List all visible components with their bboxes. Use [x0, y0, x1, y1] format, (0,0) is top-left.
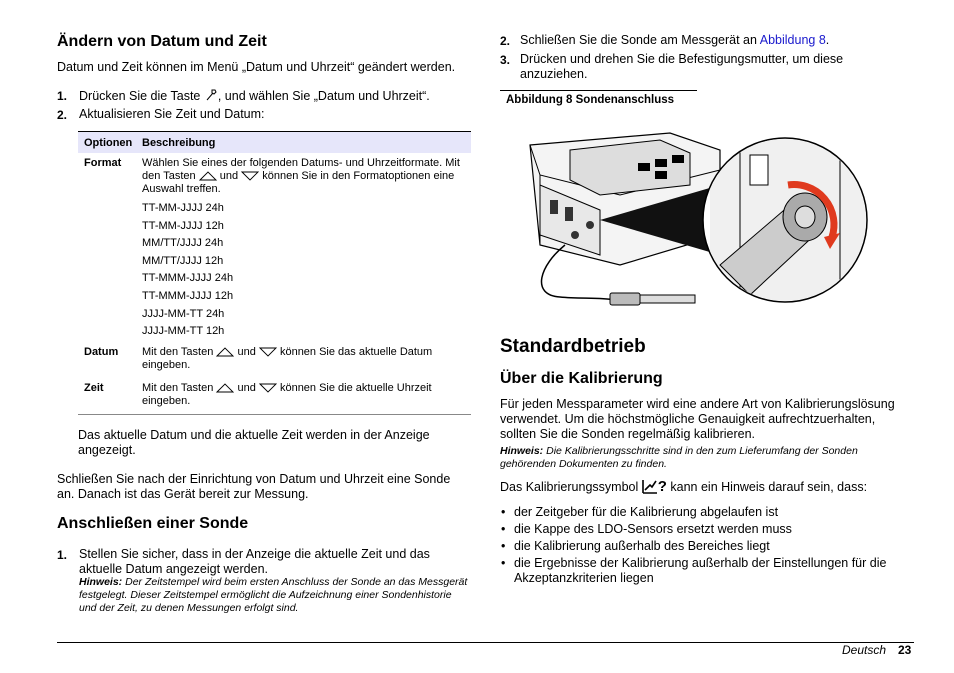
datum-desc-a: Mit den Tasten	[142, 346, 214, 358]
table-top-rule	[78, 131, 471, 132]
format-option: MM/TT/JJJJ 24h	[142, 237, 224, 250]
format-option: MM/TT/JJJJ 12h	[142, 254, 224, 267]
probe-connection-figure	[520, 125, 910, 325]
figure-link[interactable]: Abbildung 8	[759, 33, 826, 47]
section-heading-calibration: Über die Kalibrierung	[500, 370, 663, 387]
down-arrow-icon	[241, 171, 259, 181]
section-heading-standard: Standardbetrieb	[500, 336, 646, 357]
zeit-desc-a: Mit den Tasten	[142, 382, 214, 394]
calibration-icon	[642, 478, 658, 494]
option-datum: Datum	[84, 346, 119, 358]
datum-description	[142, 346, 467, 372]
step-number: 2.	[500, 34, 511, 48]
format-option: TT-MMM-JJJJ 12h	[142, 289, 234, 302]
table-col-description: Beschreibung	[142, 137, 216, 149]
step-2-text: Aktualisieren Sie Zeit und Datum:	[79, 107, 265, 121]
format-description	[142, 157, 467, 196]
calibration-bullet-list	[500, 505, 920, 586]
zeit-desc-b: können Sie die aktuelle Uhrzeit eingeben.	[142, 382, 432, 407]
list-item: • die Kappe des LDO-Sensors ersetzt werden muss	[501, 522, 792, 536]
list-item: • der Zeitgeber für die Kalibrierung abgelaufen ist	[501, 505, 779, 519]
right-step-2-a: Schließen Sie die Sonde am Messgerät an	[520, 33, 757, 47]
datum-desc-and: und	[237, 346, 256, 358]
format-desc-a: Wählen Sie eines der folgenden Datums- und Uhrzeitformate. Mit den Tasten	[142, 157, 460, 182]
format-option: TT-MMM-JJJJ 24h	[142, 272, 234, 285]
format-option: JJJJ-MM-TT 24h	[142, 307, 225, 320]
calibration-paragraph: Für jeden Messparameter wird eine andere Art von Kalibrierungslösung verwendet. Um die höchstmögliche Genauigkeit aufrechtzuerhalten, sollten Sie die Sonden regelmäßig kalibrieren.	[500, 397, 895, 441]
step-number: 2.	[57, 108, 68, 122]
page-number: 23	[898, 643, 912, 657]
zeit-desc-and: und	[237, 382, 256, 394]
step-number: 1.	[57, 89, 68, 103]
note-text: Die Kalibrierungsschritte sind in den zum Lieferumfang der Sonden gehörenden Dokumenten zu finden.	[500, 445, 858, 470]
datum-desc-b: können Sie das aktuelle Datum eingeben.	[142, 346, 433, 371]
step-number: 3.	[500, 53, 511, 67]
table-bottom-rule	[78, 414, 471, 415]
up-arrow-icon	[216, 347, 234, 357]
after-table-text: Das aktuelle Datum und die aktuelle Zeit werden in der Anzeige angezeigt.	[78, 428, 430, 457]
list-item: • die Ergebnisse der Kalibrierung außerhalb der Einstellungen für die Akzeptanzkriterien liegen	[501, 556, 887, 585]
step-1-text-a: Drücken Sie die Taste	[79, 89, 201, 103]
list-item-text: die Kalibrierung außerhalb des Bereiches liegt	[514, 539, 770, 553]
note-label: Hinweis:	[500, 445, 544, 457]
step-1-text-b: , und wählen Sie „Datum und Uhrzeit“.	[217, 89, 430, 103]
section-heading-datetime: Ändern von Datum und Zeit	[57, 33, 267, 50]
symbol-text-a: Das Kalibrierungssymbol	[500, 480, 639, 494]
footer-rule	[57, 642, 914, 643]
caption-rule	[500, 90, 697, 91]
symbol-question: ?	[657, 478, 667, 495]
note-text: Der Zeitstempel wird beim ersten Anschluss der Sonde an das Messgerät festgelegt. Dieser Zeitstempel ermöglicht die Aufzeichnung einer Sondenhistorie und der Zeit, zu denen Messungen erfolgt sind.	[79, 576, 468, 614]
option-format: Format	[84, 157, 122, 169]
format-desc-and: und	[219, 170, 239, 182]
up-arrow-icon	[216, 383, 234, 393]
note-label: Hinweis:	[79, 576, 123, 588]
connect-note	[79, 576, 469, 615]
format-option: TT-MM-JJJJ 12h	[142, 219, 224, 232]
section-heading-connect: Anschließen einer Sonde	[57, 515, 249, 532]
right-step-2	[520, 33, 900, 48]
format-option: TT-MM-JJJJ 24h	[142, 202, 224, 214]
up-arrow-icon	[199, 171, 217, 181]
list-item-text: der Zeitgeber für die Kalibrierung abgelaufen ist	[514, 505, 779, 519]
table-col-options: Optionen	[84, 137, 133, 149]
right-step-2-b: .	[825, 33, 830, 47]
datetime-intro: Datum und Zeit können im Menü „Datum und Uhrzeit“ geändert werden.	[57, 60, 456, 74]
figure-caption: Abbildung 8 Sondenanschluss	[506, 94, 675, 106]
connect-step-1: Stellen Sie sicher, dass in der Anzeige die aktuelle Zeit und das aktuelle Datum angezeigt werden.	[79, 547, 430, 576]
down-arrow-icon	[259, 383, 277, 393]
settings-wrench-icon	[204, 88, 218, 102]
format-list	[142, 202, 233, 343]
format-option: JJJJ-MM-TT 12h	[142, 325, 225, 338]
footer-language: Deutsch	[842, 643, 887, 657]
symbol-text-b: kann ein Hinweis darauf sein, dass:	[670, 480, 868, 494]
close-paragraph: Schließen Sie nach der Einrichtung von Datum und Uhrzeit eine Sonde an. Danach ist das Gerät bereit zur Messung.	[57, 472, 451, 501]
option-zeit: Zeit	[84, 382, 104, 394]
zeit-description	[142, 382, 467, 408]
calibration-note	[500, 445, 910, 471]
format-desc-b: können Sie in den Formatoptionen eine Auswahl treffen.	[142, 170, 455, 195]
calibration-symbol-text	[500, 478, 920, 495]
right-step-3: Drücken und drehen Sie die Befestigungsmutter, um diese anzuziehen.	[520, 52, 844, 81]
down-arrow-icon	[259, 347, 277, 357]
list-item-text: die Kappe des LDO-Sensors ersetzt werden muss	[514, 522, 792, 536]
step-1-text	[79, 88, 479, 104]
step-number: 1.	[57, 548, 68, 562]
table-header	[78, 131, 471, 153]
list-item: • die Kalibrierung außerhalb des Bereiches liegt	[501, 539, 770, 553]
list-item-text: die Ergebnisse der Kalibrierung außerhalb der Einstellungen für die Akzeptanzkriterien liegen	[514, 556, 887, 585]
